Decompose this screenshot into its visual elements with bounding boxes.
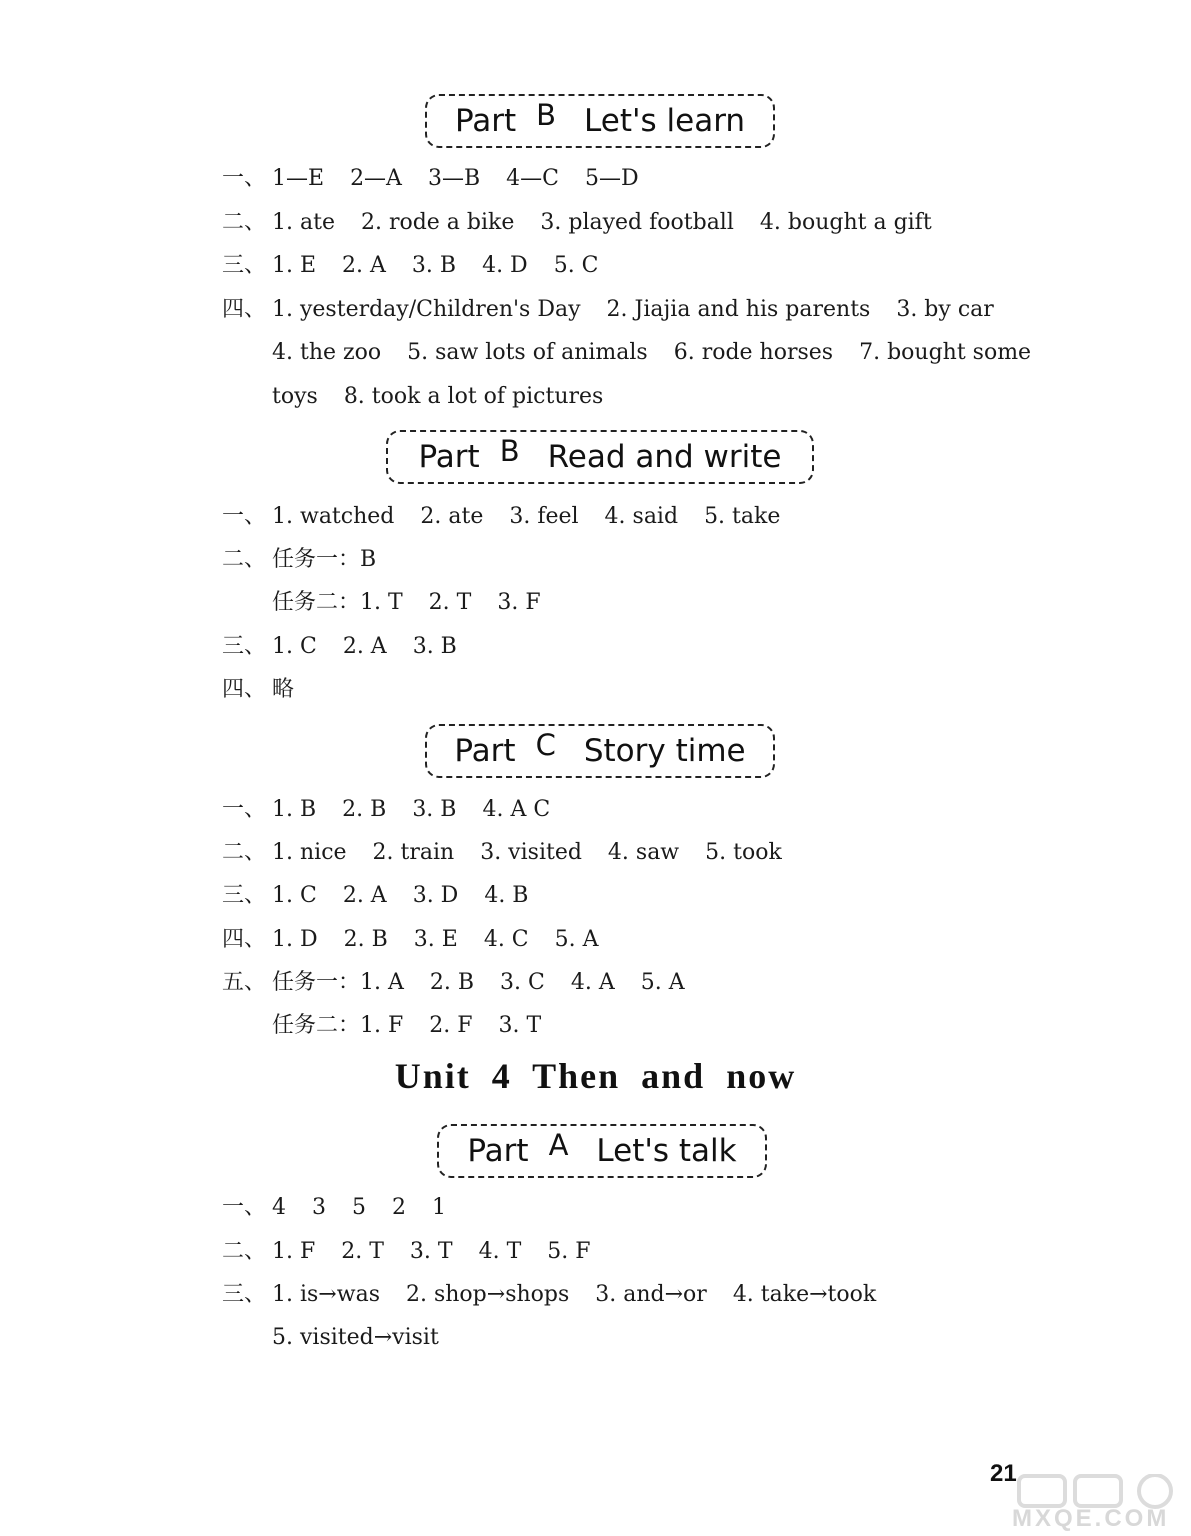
answer-row [272, 1323, 465, 1353]
answer-item: 1. C [272, 634, 317, 659]
answer-item: 2. B [429, 970, 475, 995]
answer-item: 4. T [478, 1239, 522, 1264]
section-header-letter: B [499, 434, 520, 468]
answer-item: 2. A [342, 253, 386, 278]
answer-item: 3. by car [896, 297, 994, 322]
answer-item: 3. D [412, 883, 459, 908]
answer-row [222, 881, 554, 911]
answer-item: 2. A [342, 634, 387, 659]
answer-item: 4. bought a gift [759, 210, 932, 235]
answer-item: 2. F [429, 1013, 473, 1038]
row-label: 四、 [222, 927, 267, 952]
row-label: 二、 [222, 547, 267, 572]
answer-item: 5. took [705, 840, 782, 865]
row-label: 四、 [222, 297, 267, 322]
answer-item: 4. C [483, 927, 529, 952]
answer-item: 1. nice [272, 840, 347, 865]
answer-item: 3. B [412, 634, 457, 659]
row-label: 三、 [222, 1282, 267, 1307]
answer-item: 5. A [640, 970, 685, 995]
answer-item: 4. the zoo [272, 340, 382, 365]
answer-item: 4. take→took [732, 1282, 877, 1307]
answer-item: 2. B [343, 927, 388, 952]
answer-item: 5. C [553, 253, 599, 278]
answer-item: toys [272, 384, 318, 409]
answer-item: 1. yesterday/Children's Day [272, 297, 581, 322]
answer-item: 任务一：1. A [272, 970, 404, 995]
answer-item: 3. E [413, 927, 458, 952]
answer-item: 4. D [482, 253, 528, 278]
answer-item: 4. A [570, 970, 615, 995]
answer-row [222, 675, 320, 705]
answer-row [222, 632, 483, 662]
answer-item: 1—E [272, 166, 325, 191]
row-label: 二、 [222, 210, 267, 235]
answer-item: 1. B [272, 797, 317, 822]
answer-item: 5. F [547, 1239, 591, 1264]
unit-title: Unit 4 Then and now [394, 1056, 797, 1096]
answer-item: 3. B [412, 797, 457, 822]
answer-row [222, 1237, 617, 1267]
section-header-letter: C [535, 728, 556, 762]
answer-item: 1. D [272, 927, 318, 952]
answer-item: 7. bought some [859, 340, 1032, 365]
answer-item: 3—B [427, 166, 481, 191]
section-header-title: Part [454, 103, 517, 139]
answer-item: 3. and→or [595, 1282, 707, 1307]
row-label: 三、 [222, 634, 267, 659]
row-label: 四、 [222, 677, 267, 702]
section-header-title: Part [467, 1133, 529, 1169]
answer-item: 1. ate [272, 210, 335, 235]
answer-item: 2. T [341, 1239, 384, 1264]
answer-row [272, 382, 629, 412]
row-label: 一、 [222, 797, 267, 822]
answer-item: 略 [272, 677, 295, 702]
answer-item: 3. C [500, 970, 545, 995]
answer-row [222, 838, 808, 868]
answer-item: 3. T [498, 1013, 542, 1038]
answer-item: 2. shop→shops [405, 1282, 570, 1307]
answer-item: 2. B [342, 797, 387, 822]
section-header-subtitle: Story time [583, 733, 746, 769]
answer-item: 3. T [409, 1239, 453, 1264]
section-header-subtitle: Read and write [547, 439, 782, 475]
section-header-part-b-lets-learn [425, 94, 775, 148]
answer-item: 任务二：1. F [272, 1013, 404, 1038]
answer-item: 3. feel [509, 504, 579, 529]
answer-item: 2. A [342, 883, 387, 908]
answer-item: 5—D [584, 166, 639, 191]
answer-item: 2. rode a bike [360, 210, 515, 235]
answer-item: 6. rode horses [673, 340, 834, 365]
answer-row [222, 502, 806, 532]
answer-item: 5. take [704, 504, 781, 529]
answer-item: 4. A C [482, 797, 551, 822]
answer-item: 2 [392, 1195, 406, 1220]
answer-item: 2. T [428, 590, 472, 615]
answer-row [272, 1011, 567, 1041]
section-header-subtitle: Let's learn [584, 103, 746, 139]
row-label: 二、 [222, 840, 267, 865]
answer-item: 任务二：1. T [272, 590, 403, 615]
answer-row [222, 1280, 902, 1310]
row-label: 三、 [222, 253, 267, 278]
answer-row [272, 588, 567, 618]
answer-item: 3 [312, 1195, 326, 1220]
answer-item: 4—C [506, 166, 559, 191]
section-header-letter: A [548, 1128, 569, 1162]
answer-row [222, 925, 625, 955]
answer-item: 1. F [272, 1239, 316, 1264]
answer-item: 5 [352, 1195, 366, 1220]
section-header-part-c-story-time [425, 724, 775, 778]
answer-row [222, 295, 1020, 325]
row-label: 五、 [222, 970, 267, 995]
answer-row [222, 251, 625, 281]
page-number: 21 [990, 1460, 1017, 1487]
answer-row [222, 1193, 472, 1223]
answer-item: 5. visited→visit [272, 1325, 439, 1350]
answer-row [272, 338, 1057, 368]
answer-item: 4. saw [607, 840, 680, 865]
answer-item: 2. train [372, 840, 455, 865]
answer-item: 1. C [272, 883, 317, 908]
section-header-subtitle: Let's talk [596, 1133, 737, 1169]
answer-item: 3. played football [540, 210, 734, 235]
section-header-part-b-read-and-write [386, 430, 814, 484]
row-label: 二、 [222, 1239, 267, 1264]
answer-item: 1. is→was [272, 1282, 380, 1307]
watermark-text: MXQE.COM [1012, 1505, 1170, 1532]
answer-item: 1. E [272, 253, 317, 278]
row-label: 一、 [222, 1195, 267, 1220]
answer-item: 4. said [604, 504, 679, 529]
answer-row [222, 968, 711, 998]
answer-row [222, 545, 402, 575]
answer-item: 2—A [350, 166, 402, 191]
answer-item: 8. took a lot of pictures [343, 384, 604, 409]
answer-item: 1 [432, 1195, 446, 1220]
answer-row [222, 208, 958, 238]
row-label: 一、 [222, 166, 267, 191]
answer-item: 1. watched [272, 504, 395, 529]
answer-item: 2. ate [420, 504, 484, 529]
answer-item: 3. visited [480, 840, 582, 865]
section-header-title: Part [454, 733, 516, 769]
answer-item: 2. Jiajia and his parents [606, 297, 871, 322]
section-header-title: Part [418, 439, 480, 475]
answer-item: 4. B [484, 883, 529, 908]
answer-item: 3. F [497, 590, 541, 615]
answer-row [222, 164, 665, 194]
row-label: 三、 [222, 883, 267, 908]
answer-item: 5. A [554, 927, 599, 952]
answer-item: 任务一：B [272, 547, 377, 572]
answer-item: 3. B [411, 253, 457, 278]
answer-item: 5. saw lots of animals [407, 340, 648, 365]
section-header-part-a-lets-talk [437, 1124, 767, 1178]
row-label: 一、 [222, 504, 267, 529]
section-header-letter: B [536, 98, 557, 132]
answer-row [222, 795, 576, 825]
answer-item: 4 [272, 1195, 286, 1220]
